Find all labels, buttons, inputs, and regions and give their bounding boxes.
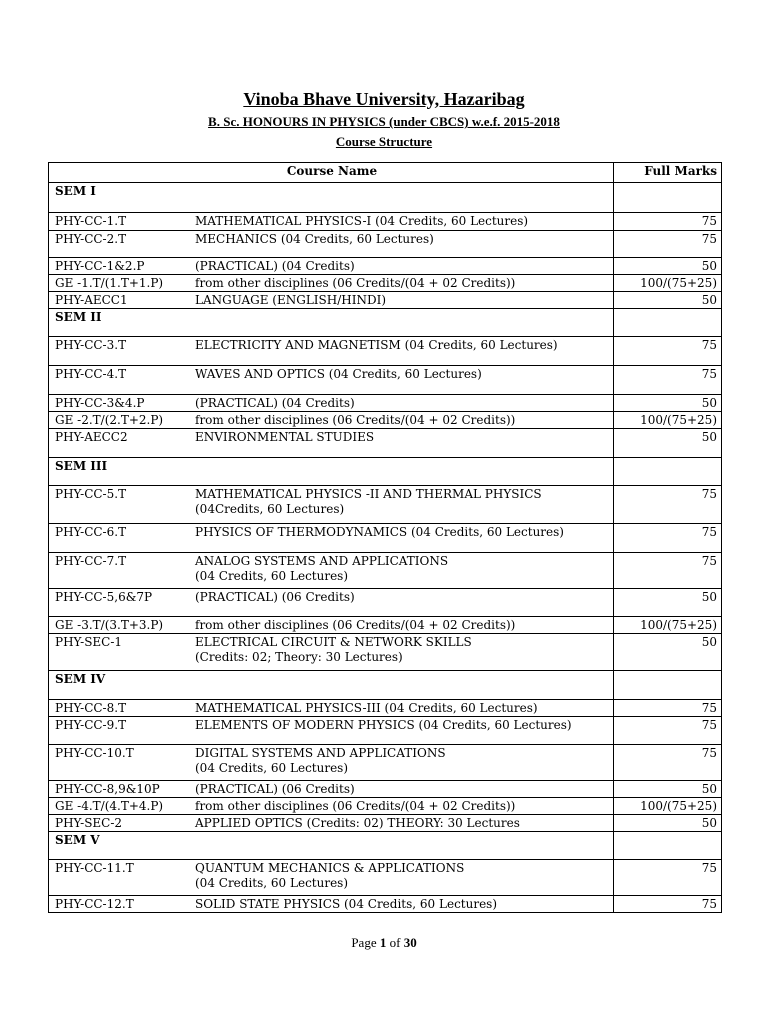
course-description-continued: (04 Credits, 60 Lectures) xyxy=(195,569,349,583)
full-marks-cell: 75 xyxy=(614,553,722,589)
course-description: ELECTRICITY AND MAGNETISM (04 Credits, 60 Lectures) xyxy=(195,338,558,352)
course-code: PHY-CC-1.T xyxy=(55,214,127,228)
course-description: (PRACTICAL) (04 Credits) xyxy=(195,259,355,273)
course-row xyxy=(49,815,722,832)
full-marks-cell: 50 xyxy=(614,634,722,671)
semester-row xyxy=(49,671,722,700)
course-name-cell xyxy=(49,860,614,896)
course-description: (PRACTICAL) (06 Credits) xyxy=(195,782,355,796)
course-code: PHY-CC-12.T xyxy=(55,897,134,911)
full-marks-cell: 100/(75+25) xyxy=(614,617,722,634)
course-row xyxy=(49,860,722,896)
course-row xyxy=(49,486,722,524)
course-description: ANALOG SYSTEMS AND APPLICATIONS xyxy=(195,554,449,568)
course-description-continued: (04 Credits, 60 Lectures) xyxy=(195,761,349,775)
page-total: 30 xyxy=(403,935,417,950)
course-description: WAVES AND OPTICS (04 Credits, 60 Lectures) xyxy=(195,367,482,381)
course-description: from other disciplines (06 Credits/(04 + 02 Credits)) xyxy=(195,618,516,632)
course-description: QUANTUM MECHANICS & APPLICATIONS xyxy=(195,861,465,875)
full-marks-cell: 50 xyxy=(614,815,722,832)
course-name-cell xyxy=(49,524,614,553)
course-name-cell xyxy=(49,412,614,429)
course-code: PHY-CC-2.T xyxy=(55,232,127,246)
course-description: MECHANICS (04 Credits, 60 Lectures) xyxy=(195,232,434,246)
course-name-cell xyxy=(49,292,614,309)
semester-row xyxy=(49,458,722,486)
full-marks-cell: 50 xyxy=(614,781,722,798)
full-marks-cell: 75 xyxy=(614,860,722,896)
course-row xyxy=(49,781,722,798)
course-description: SOLID STATE PHYSICS (04 Credits, 60 Lectures) xyxy=(195,897,498,911)
page-footer xyxy=(0,935,768,951)
full-marks-cell: 100/(75+25) xyxy=(614,275,722,292)
course-code: PHY-CC-4.T xyxy=(55,367,127,381)
course-name-cell xyxy=(49,258,614,275)
course-row xyxy=(49,337,722,366)
course-row xyxy=(49,292,722,309)
page-of: of xyxy=(386,935,404,950)
course-code: PHY-CC-1&2.P xyxy=(55,259,145,273)
course-description: DIGITAL SYSTEMS AND APPLICATIONS xyxy=(195,746,446,760)
course-description: from other disciplines (06 Credits/(04 + 02 Credits)) xyxy=(195,799,516,813)
table-body xyxy=(49,183,722,913)
course-row xyxy=(49,231,722,258)
course-description: MATHEMATICAL PHYSICS-III (04 Credits, 60 Lectures) xyxy=(195,701,538,715)
course-description-continued: (04Credits, 60 Lectures) xyxy=(195,502,345,516)
semester-marks-cell xyxy=(614,458,722,486)
course-description: PHYSICS OF THERMODYNAMICS (04 Credits, 60 Lectures) xyxy=(195,525,564,539)
course-name-cell xyxy=(49,745,614,781)
course-code: PHY-AECC1 xyxy=(55,293,128,307)
full-marks-cell: 50 xyxy=(614,292,722,309)
full-marks-cell: 75 xyxy=(614,524,722,553)
course-code: PHY-CC-5.T xyxy=(55,487,127,501)
full-marks-cell: 75 xyxy=(614,337,722,366)
course-row xyxy=(49,717,722,745)
course-code: PHY-CC-9.T xyxy=(55,718,127,732)
course-code: GE -2.T/(2.T+2.P) xyxy=(55,413,164,427)
semester-label: SEM V xyxy=(49,832,614,860)
course-name-cell xyxy=(49,781,614,798)
semester-row xyxy=(49,309,722,337)
course-description: (PRACTICAL) (06 Credits) xyxy=(195,590,355,604)
course-name-cell xyxy=(49,896,614,913)
full-marks-cell: 50 xyxy=(614,429,722,458)
course-name-cell xyxy=(49,589,614,617)
course-name-cell xyxy=(49,275,614,292)
full-marks-cell: 75 xyxy=(614,213,722,231)
course-description: APPLIED OPTICS (Credits: 02) THEORY: 30 Lectures xyxy=(195,816,520,830)
course-name-cell xyxy=(49,717,614,745)
course-row xyxy=(49,395,722,412)
course-description: from other disciplines (06 Credits/(04 + 02 Credits)) xyxy=(195,413,516,427)
course-row xyxy=(49,213,722,231)
full-marks-cell: 75 xyxy=(614,700,722,717)
full-marks-cell: 50 xyxy=(614,258,722,275)
course-code: PHY-SEC-2 xyxy=(55,816,123,830)
course-code: PHY-SEC-1 xyxy=(55,635,123,649)
course-structure-table xyxy=(48,162,722,913)
course-row xyxy=(49,896,722,913)
course-name-cell xyxy=(49,231,614,258)
course-description-continued: (Credits: 02; Theory: 30 Lectures) xyxy=(195,650,403,664)
course-description: ELECTRICAL CIRCUIT & NETWORK SKILLS xyxy=(195,635,472,649)
full-marks-cell: 75 xyxy=(614,717,722,745)
semester-label: SEM I xyxy=(49,183,614,213)
full-marks-cell: 75 xyxy=(614,366,722,395)
course-row xyxy=(49,617,722,634)
course-name-cell xyxy=(49,798,614,815)
course-code: PHY-CC-8.T xyxy=(55,701,127,715)
course-name-cell xyxy=(49,617,614,634)
semester-marks-cell xyxy=(614,832,722,860)
course-row xyxy=(49,798,722,815)
course-description: MATHEMATICAL PHYSICS-I (04 Credits, 60 Lectures) xyxy=(195,214,529,228)
course-name-cell xyxy=(49,486,614,524)
course-code: PHY-CC-11.T xyxy=(55,861,134,875)
course-row xyxy=(49,258,722,275)
course-code: PHY-CC-6.T xyxy=(55,525,127,539)
course-row xyxy=(49,634,722,671)
column-header-full-marks: Full Marks xyxy=(614,163,722,183)
course-row xyxy=(49,275,722,292)
course-name-cell xyxy=(49,213,614,231)
course-row xyxy=(49,553,722,589)
course-row xyxy=(49,429,722,458)
course-name-cell xyxy=(49,700,614,717)
semester-marks-cell xyxy=(614,183,722,213)
course-name-cell xyxy=(49,553,614,589)
course-description: from other disciplines (06 Credits/(04 + 02 Credits)) xyxy=(195,276,516,290)
course-row xyxy=(49,366,722,395)
semester-marks-cell xyxy=(614,671,722,700)
course-code: PHY-CC-3.T xyxy=(55,338,127,352)
course-code: PHY-CC-7.T xyxy=(55,554,127,568)
course-description: ELEMENTS OF MODERN PHYSICS (04 Credits, 60 Lectures) xyxy=(195,718,572,732)
full-marks-cell: 100/(75+25) xyxy=(614,798,722,815)
document-title: Vinoba Bhave University, Hazaribag xyxy=(243,89,525,109)
full-marks-cell: 100/(75+25) xyxy=(614,412,722,429)
page-prefix: Page xyxy=(351,935,380,950)
course-code: PHY-CC-5,6&7P xyxy=(55,590,153,604)
course-code: GE -4.T/(4.T+4.P) xyxy=(55,799,164,813)
course-code: GE -3.T/(3.T+3.P) xyxy=(55,618,164,632)
course-row xyxy=(49,589,722,617)
course-code: PHY-CC-8,9&10P xyxy=(55,782,160,796)
semester-row xyxy=(49,832,722,860)
course-row xyxy=(49,700,722,717)
course-description: MATHEMATICAL PHYSICS -II AND THERMAL PHYSICS xyxy=(195,487,542,501)
course-name-cell xyxy=(49,815,614,832)
course-row xyxy=(49,412,722,429)
full-marks-cell: 50 xyxy=(614,589,722,617)
course-code: PHY-CC-10.T xyxy=(55,746,134,760)
course-code: PHY-AECC2 xyxy=(55,430,128,444)
course-description: ENVIRONMENTAL STUDIES xyxy=(195,430,375,444)
section-heading: Course Structure xyxy=(335,134,433,149)
course-row xyxy=(49,524,722,553)
page-number: 1 xyxy=(379,935,387,950)
semester-label: SEM III xyxy=(49,458,614,486)
semester-marks-cell xyxy=(614,309,722,337)
semester-row xyxy=(49,183,722,213)
course-name-cell xyxy=(49,634,614,671)
course-name-cell xyxy=(49,429,614,458)
full-marks-cell: 50 xyxy=(614,395,722,412)
full-marks-cell: 75 xyxy=(614,745,722,781)
column-header-course-name: Course Name xyxy=(49,163,614,183)
full-marks-cell: 75 xyxy=(614,896,722,913)
course-row xyxy=(49,745,722,781)
full-marks-cell: 75 xyxy=(614,231,722,258)
course-description-continued: (04 Credits, 60 Lectures) xyxy=(195,876,349,890)
course-name-cell xyxy=(49,337,614,366)
full-marks-cell: 75 xyxy=(614,486,722,524)
course-name-cell xyxy=(49,395,614,412)
course-description: LANGUAGE (ENGLISH/HINDI) xyxy=(195,293,387,307)
course-code: GE -1.T/(1.T+1.P) xyxy=(55,276,164,290)
course-code: PHY-CC-3&4.P xyxy=(55,396,145,410)
semester-label: SEM II xyxy=(49,309,614,337)
course-description: (PRACTICAL) (04 Credits) xyxy=(195,396,355,410)
program-subtitle: B. Sc. HONOURS IN PHYSICS (under CBCS) w.e.f. 2015-2018 xyxy=(208,114,560,129)
table-header-row xyxy=(49,163,722,183)
semester-label: SEM IV xyxy=(49,671,614,700)
course-name-cell xyxy=(49,366,614,395)
